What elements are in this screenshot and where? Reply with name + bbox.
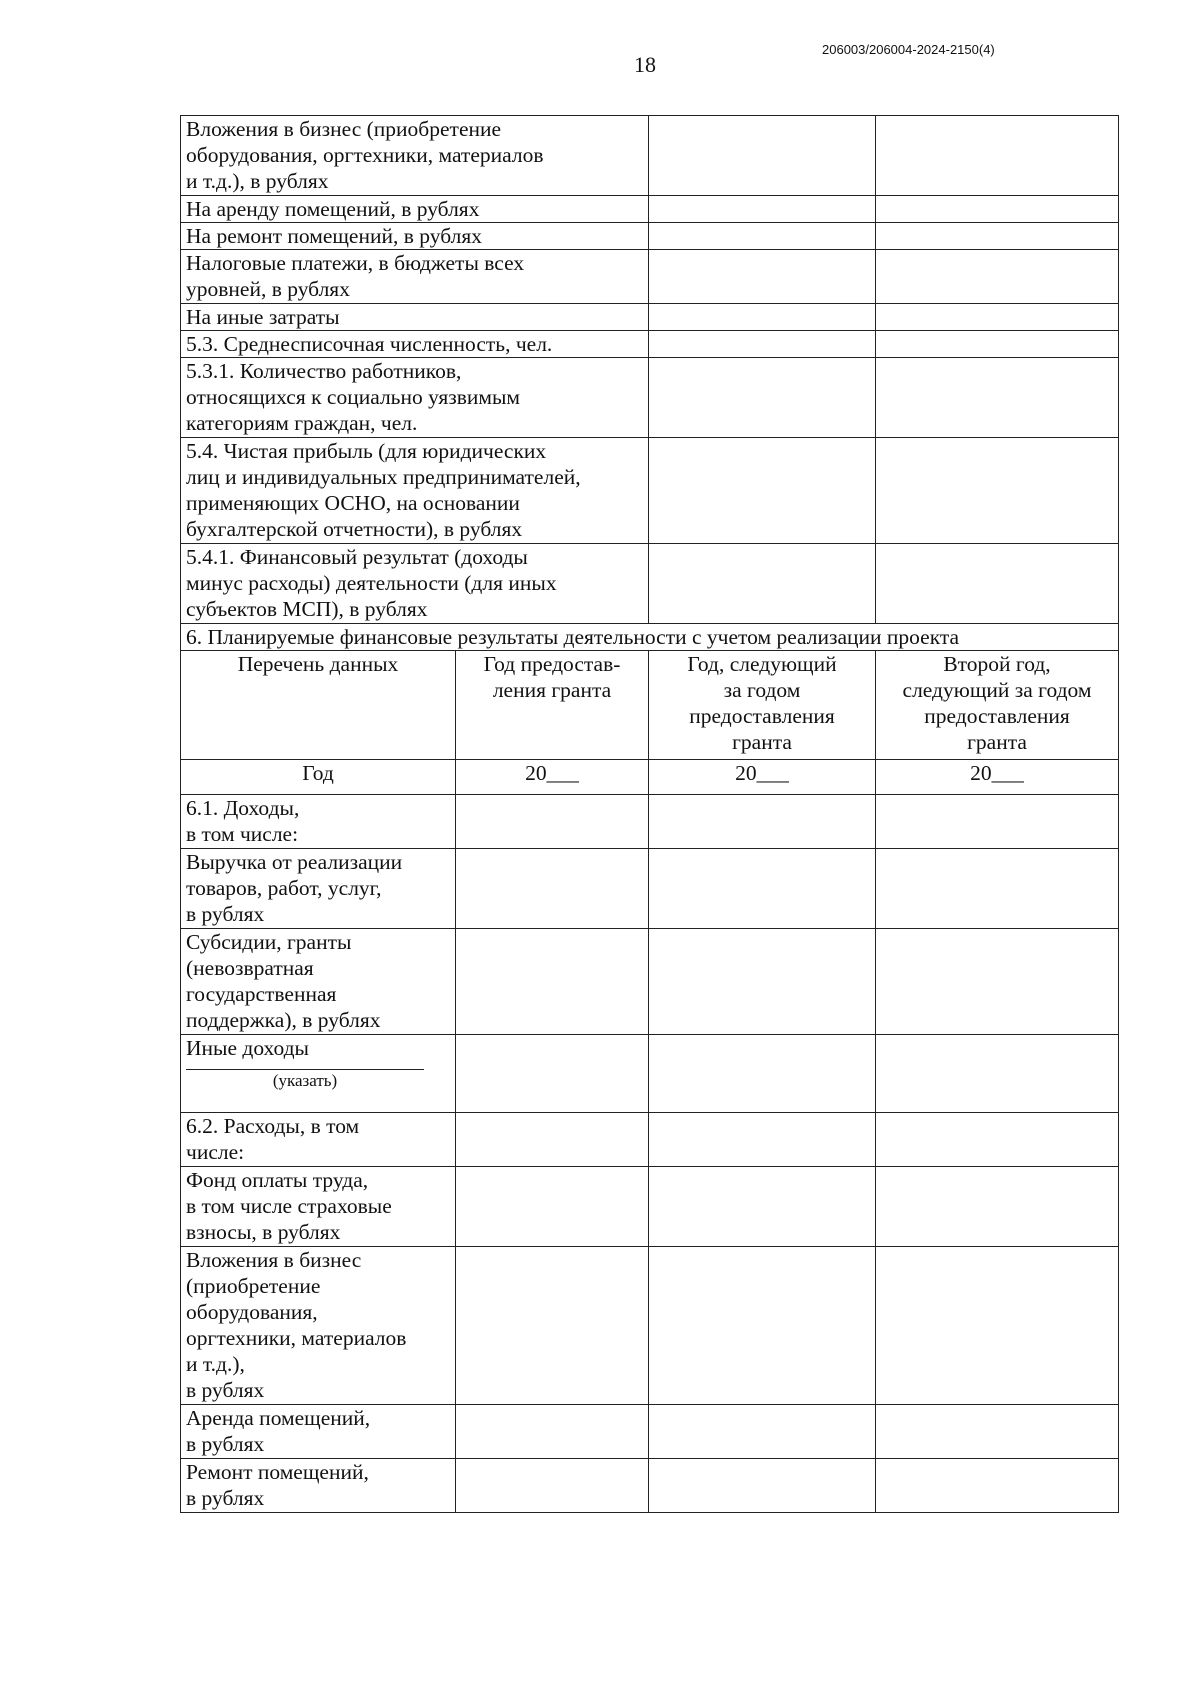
row-net-profit: 5.4. Чистая прибыль (для юридических лиц и индивидуальных предпринимателей, применяющих ОСНО, на основании бухгалтерской отчетности), в рублях: [181, 438, 649, 544]
value-cell[interactable]: [649, 1167, 876, 1247]
row-income: 6.1. Доходы, в том числе:: [181, 795, 456, 849]
form-table: [180, 115, 1119, 1513]
row-premises-repair: Ремонт помещений, в рублях: [181, 1459, 456, 1513]
header-next-year: Год, следующий за годом предоставления гранта: [649, 651, 876, 760]
value-cell[interactable]: [876, 116, 1119, 196]
other-income-label: Иные доходы: [186, 1036, 309, 1060]
value-cell[interactable]: [876, 849, 1119, 929]
value-cell[interactable]: [649, 358, 876, 438]
year-label: Год: [181, 760, 456, 795]
value-cell[interactable]: [649, 544, 876, 624]
value-cell[interactable]: [876, 358, 1119, 438]
row-headcount: 5.3. Среднесписочная численность, чел.: [181, 331, 649, 358]
row-repair: На ремонт помещений, в рублях: [181, 223, 649, 250]
value-cell[interactable]: [876, 304, 1119, 331]
value-cell[interactable]: [456, 1113, 649, 1167]
specify-hint: (указать): [272, 1071, 338, 1090]
value-cell[interactable]: [456, 849, 649, 929]
value-cell[interactable]: [456, 929, 649, 1035]
value-cell[interactable]: [876, 1167, 1119, 1247]
value-cell[interactable]: [876, 795, 1119, 849]
row-expenses: 6.2. Расходы, в том числе:: [181, 1113, 456, 1167]
row-rent: На аренду помещений, в рублях: [181, 196, 649, 223]
value-cell[interactable]: [649, 196, 876, 223]
value-cell[interactable]: [649, 929, 876, 1035]
value-cell[interactable]: [876, 929, 1119, 1035]
year-field[interactable]: 20___: [876, 760, 1119, 795]
value-cell[interactable]: [456, 1459, 649, 1513]
document-id: 206003/206004-2024-2150(4): [822, 42, 995, 57]
value-cell[interactable]: [649, 438, 876, 544]
value-cell[interactable]: [876, 438, 1119, 544]
value-cell[interactable]: [456, 1405, 649, 1459]
value-cell[interactable]: [649, 1113, 876, 1167]
value-cell[interactable]: [456, 1035, 649, 1113]
value-cell[interactable]: [649, 1035, 876, 1113]
value-cell[interactable]: [649, 116, 876, 196]
value-cell[interactable]: [876, 250, 1119, 304]
value-cell[interactable]: [649, 1247, 876, 1405]
value-cell[interactable]: [649, 223, 876, 250]
value-cell[interactable]: [876, 1113, 1119, 1167]
value-cell[interactable]: [649, 304, 876, 331]
value-cell[interactable]: [649, 250, 876, 304]
row-financial-result: 5.4.1. Финансовый результат (доходы минус расходы) деятельности (для иных субъектов МСП), в рублях: [181, 544, 649, 624]
value-cell[interactable]: [456, 1247, 649, 1405]
value-cell[interactable]: [876, 223, 1119, 250]
row-vulnerable-workers: 5.3.1. Количество работников, относящихся к социально уязвимым категориям граждан, чел.: [181, 358, 649, 438]
row-payroll: Фонд оплаты труда, в том числе страховые взносы, в рублях: [181, 1167, 456, 1247]
value-cell[interactable]: [649, 849, 876, 929]
value-cell[interactable]: [876, 1247, 1119, 1405]
page-number: 18: [634, 52, 656, 77]
value-cell[interactable]: [456, 795, 649, 849]
value-cell[interactable]: [876, 331, 1119, 358]
header-data-list: Перечень данных: [181, 651, 456, 760]
row-other-costs: На иные затраты: [181, 304, 649, 331]
header-second-year: Второй год, следующий за годом предоставления гранта: [876, 651, 1119, 760]
year-field[interactable]: 20___: [649, 760, 876, 795]
row-premises-rent: Аренда помещений, в рублях: [181, 1405, 456, 1459]
row-investments: Вложения в бизнес (приобретение оборудования, оргтехники, материалов и т.д.), в рублях: [181, 1247, 456, 1405]
value-cell[interactable]: [456, 1167, 649, 1247]
row-other-income: [181, 1035, 456, 1113]
value-cell[interactable]: [649, 1405, 876, 1459]
header-grant-year: Год предостав- ления гранта: [456, 651, 649, 760]
value-cell[interactable]: [876, 1035, 1119, 1113]
value-cell[interactable]: [876, 1405, 1119, 1459]
value-cell[interactable]: [649, 331, 876, 358]
value-cell[interactable]: [876, 1459, 1119, 1513]
row-subsidies: Субсидии, гранты (невозвратная государственная поддержка), в рублях: [181, 929, 456, 1035]
value-cell[interactable]: [876, 196, 1119, 223]
section6-title: 6. Планируемые финансовые результаты деятельности с учетом реализации проекта: [181, 624, 1119, 651]
value-cell[interactable]: [649, 1459, 876, 1513]
value-cell[interactable]: [649, 795, 876, 849]
row-taxes: Налоговые платежи, в бюджеты всех уровней, в рублях: [181, 250, 649, 304]
row-business-investments: Вложения в бизнес (приобретение оборудования, оргтехники, материалов и т.д.), в рублях: [181, 116, 649, 196]
value-cell[interactable]: [876, 544, 1119, 624]
row-revenue: Выручка от реализации товаров, работ, услуг, в рублях: [181, 849, 456, 929]
year-field[interactable]: 20___: [456, 760, 649, 795]
